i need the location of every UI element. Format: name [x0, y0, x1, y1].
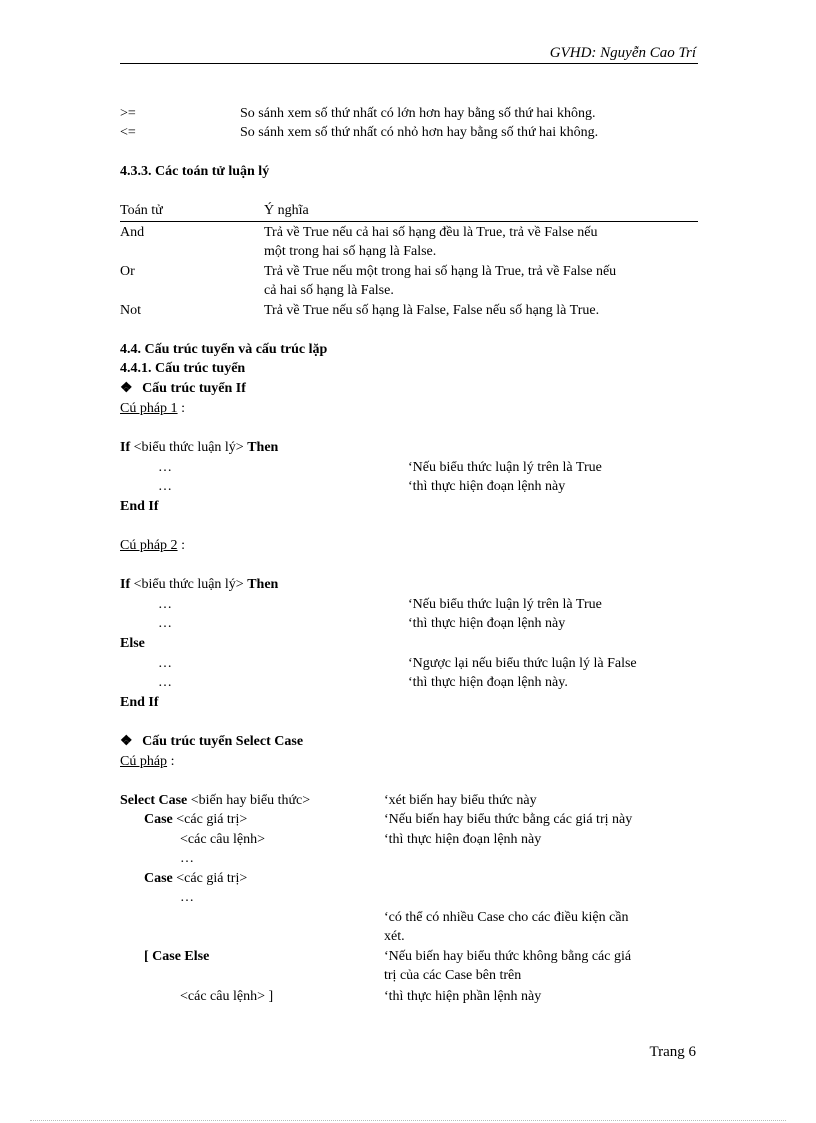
syntax-2-comment-3: ‘Ngược lại nếu biểu thức luận lý là False — [408, 656, 637, 671]
select-comment-6: ‘thì thực hiện phần lệnh này — [384, 989, 542, 1004]
syntax-1-label — [120, 400, 185, 418]
page-header: GVHD: Nguyễn Cao Trí — [549, 45, 696, 61]
syntax-1-dots-1: … — [158, 460, 172, 475]
case-keyword-2: Case — [144, 871, 173, 886]
section-heading-44: 4.4. Cấu trúc tuyển và cấu trúc lặp — [120, 342, 328, 357]
syntax-1-if-line — [120, 439, 278, 457]
bullet-if-heading — [120, 380, 246, 398]
syntax-2-else: Else — [120, 636, 145, 651]
syntax-2-comment-4: ‘thì thực hiện đoạn lệnh này. — [408, 675, 568, 690]
syntax-1-colon: : — [177, 401, 185, 416]
table-header-rule — [120, 221, 698, 222]
table-header-operator: Toán tử — [120, 203, 163, 218]
syntax-3-label — [120, 753, 174, 771]
select-case-line — [120, 792, 310, 810]
operator-ge: >= — [120, 106, 136, 121]
case-dots-2: … — [180, 890, 194, 905]
case-arg-2: <các giá trị> — [172, 871, 248, 886]
syntax-1-comment-2: ‘thì thực hiện đoạn lệnh này — [408, 479, 566, 494]
syntax-2-if-line — [120, 576, 278, 594]
if-keyword: If — [120, 440, 131, 455]
table-row-not-op: Not — [120, 303, 141, 318]
header-rule — [120, 63, 698, 64]
section-heading-433: 4.3.3. Các toán tử luận lý — [120, 164, 270, 179]
select-comment-1: ‘xét biến hay biểu thức này — [384, 793, 537, 808]
table-header-meaning: Ý nghĩa — [264, 203, 309, 218]
select-case-keyword: Select Case — [120, 793, 188, 808]
table-row-and-desc-1: Trả về True nếu cả hai số hạng đều là True, trả về False nếu — [264, 225, 598, 240]
case-dots-1: … — [180, 851, 194, 866]
syntax-1-label-text: Cú pháp 1 — [120, 401, 178, 416]
select-comment-4b: xét. — [384, 929, 405, 944]
diamond-bullet-icon: ❖ — [120, 734, 133, 749]
then-keyword-2: Then — [247, 577, 279, 592]
select-comment-5b: trị của các Case bên trên — [384, 968, 522, 983]
select-case-arg: <biến hay biểu thức> — [187, 793, 311, 808]
select-comment-5a: ‘Nếu biến hay biểu thức không bằng các giá — [384, 949, 632, 964]
syntax-2-dots-2: … — [158, 616, 172, 631]
syntax-2-end-if: End If — [120, 695, 159, 710]
select-comment-4a: ‘có thể có nhiều Case cho các điều kiện cần — [384, 910, 629, 925]
operator-le: <= — [120, 125, 136, 140]
table-row-or-op: Or — [120, 264, 135, 279]
case-else-line: [ Case Else — [144, 949, 210, 964]
syntax-2-comment-2: ‘thì thực hiện đoạn lệnh này — [408, 616, 566, 631]
bullet-if-text: Cấu trúc tuyển If — [142, 381, 246, 396]
table-row-and-op: And — [120, 225, 145, 240]
operator-le-desc: So sánh xem số thứ nhất có nhỏ hơn hay bằng số thứ hai không. — [240, 125, 599, 140]
bullet-select-pre: Cấu trúc tuyển — [142, 734, 236, 749]
diamond-bullet-icon: ❖ — [120, 381, 133, 396]
table-row-not-desc-1: Trả về True nếu số hạng là False, False nếu số hạng là True. — [264, 303, 600, 318]
table-row-or-desc-1: Trả về True nếu một trong hai số hạng là True, trả về False nếu — [264, 264, 617, 279]
syntax-1-comment-1: ‘Nếu biểu thức luận lý trên là True — [408, 460, 602, 475]
bullet-select-heading — [120, 733, 303, 751]
case-statements-1: <các câu lệnh> — [180, 832, 265, 847]
if-condition: <biểu thức luận lý> — [130, 440, 248, 455]
case-line-1 — [144, 811, 247, 829]
table-row-and-desc-2: một trong hai số hạng là False. — [264, 244, 437, 259]
select-comment-2: ‘Nếu biến hay biểu thức bằng các giá trị này — [384, 812, 633, 827]
case-line-2 — [144, 870, 247, 888]
select-comment-3: ‘thì thực hiện đoạn lệnh này — [384, 832, 542, 847]
bullet-select-kw: Select Case — [235, 734, 304, 749]
operator-ge-desc: So sánh xem số thứ nhất có lớn hơn hay bằng số thứ hai không. — [240, 106, 596, 121]
if-condition-2: <biểu thức luận lý> — [130, 577, 248, 592]
syntax-1-end-if: End If — [120, 499, 159, 514]
syntax-2-comment-1: ‘Nếu biểu thức luận lý trên là True — [408, 597, 602, 612]
case-arg: <các giá trị> — [172, 812, 248, 827]
syntax-2-label — [120, 537, 185, 555]
syntax-2-dots-1: … — [158, 597, 172, 612]
section-heading-441: 4.4.1. Cấu trúc tuyển — [120, 361, 246, 376]
case-keyword: Case — [144, 812, 173, 827]
syntax-3-colon: : — [167, 754, 175, 769]
then-keyword: Then — [247, 440, 279, 455]
syntax-2-dots-4: … — [158, 675, 172, 690]
syntax-2-label-text: Cú pháp 2 — [120, 538, 178, 553]
page-bottom-dotted-edge — [30, 1120, 786, 1121]
syntax-2-colon: : — [177, 538, 185, 553]
case-else-statements: <các câu lệnh> ] — [180, 989, 274, 1004]
page-number: Trang 6 — [649, 1044, 696, 1060]
syntax-1-dots-2: … — [158, 479, 172, 494]
if-keyword-2: If — [120, 577, 131, 592]
syntax-3-label-text: Cú pháp — [120, 754, 168, 769]
syntax-2-dots-3: … — [158, 656, 172, 671]
table-row-or-desc-2: cả hai số hạng là False. — [264, 283, 394, 298]
